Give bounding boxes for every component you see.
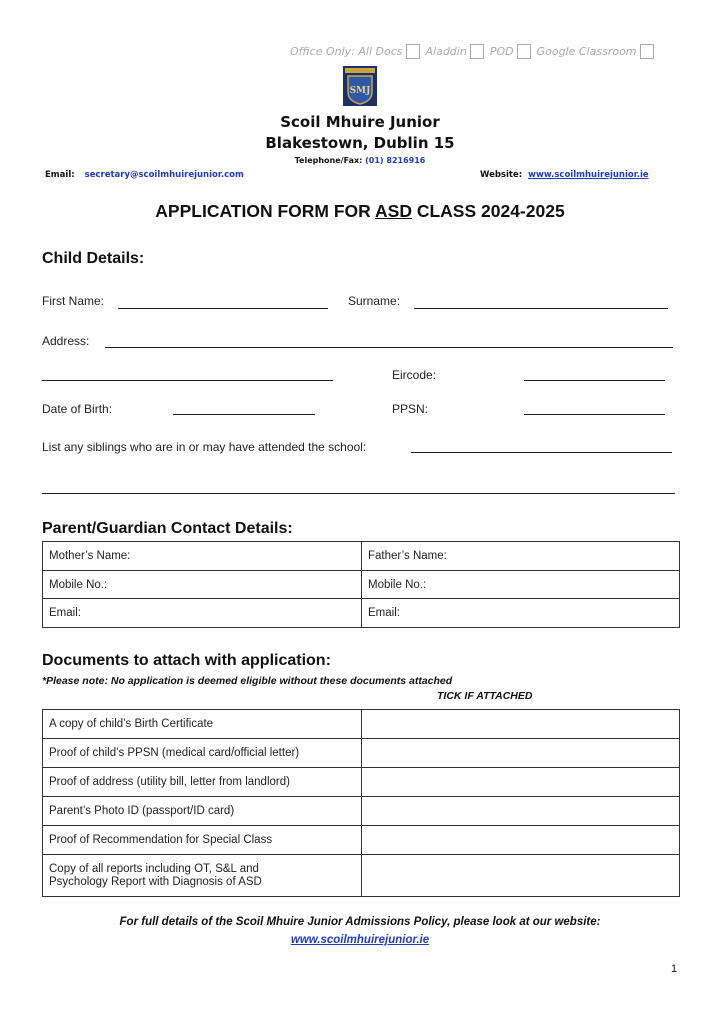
surname-field[interactable]	[414, 308, 668, 309]
eircode-field[interactable]	[524, 380, 665, 381]
office-checkbox-pod[interactable]	[517, 44, 531, 59]
tick-cell-ppsn-proof[interactable]	[362, 739, 680, 768]
parent-contact-table	[42, 541, 680, 628]
website-label: Website:	[480, 170, 523, 180]
doc-reports-line-2: Psychology Report with Diagnosis of ASD	[49, 875, 262, 888]
ppsn-label: PPSN:	[392, 402, 429, 416]
ppsn-field[interactable]	[524, 414, 665, 415]
email-label: Email:	[45, 170, 75, 180]
table-row	[43, 826, 680, 855]
footer-website-link[interactable]: www.scoilmhuirejunior.ie	[290, 934, 430, 946]
address-label: Address:	[42, 334, 90, 348]
office-only-row	[290, 44, 660, 59]
school-email-line	[45, 170, 244, 180]
school-email-value: secretary@scoilmhuirejunior.com	[84, 170, 244, 180]
svg-text:SMJ: SMJ	[349, 86, 371, 96]
mother-mobile-cell[interactable]: Mobile No.:	[43, 571, 362, 599]
table-row	[43, 739, 680, 768]
table-row	[43, 571, 680, 599]
table-row	[43, 855, 680, 897]
table-row	[43, 542, 680, 571]
siblings-label: List any siblings who are in or may have attended the school:	[42, 440, 367, 454]
form-title: APPLICATION FORM FOR ASD CLASS 2024-2025	[155, 201, 565, 221]
telephone-line	[0, 156, 720, 165]
office-only-label: Office Only:	[290, 45, 355, 58]
doc-parent-photo-id: Parent’s Photo ID (passport/ID card)	[43, 797, 362, 826]
doc-birth-certificate: A copy of child’s Birth Certificate	[43, 710, 362, 739]
siblings-field-line-1[interactable]	[411, 452, 672, 453]
footer-text: For full details of the Scoil Mhuire Junior Admissions Policy, please look at our website:	[119, 916, 601, 928]
school-website-line	[480, 170, 649, 180]
telephone-value: (01) 8216916	[365, 156, 426, 165]
office-checkbox-google-classroom[interactable]	[640, 44, 654, 59]
tick-cell-address-proof[interactable]	[362, 768, 680, 797]
dob-field[interactable]	[173, 414, 315, 415]
documents-table	[42, 709, 680, 897]
page-number: 1	[671, 963, 678, 975]
father-name-cell[interactable]: Father’s Name:	[362, 542, 680, 571]
table-row	[43, 710, 680, 739]
doc-reports	[43, 855, 362, 897]
tick-if-attached-header: TICK IF ATTACHED	[437, 690, 533, 702]
school-name: Scoil Mhuire Junior	[280, 113, 440, 131]
father-email-cell[interactable]: Email:	[362, 599, 680, 628]
address-field-line-1[interactable]	[105, 347, 673, 348]
mother-name-cell[interactable]: Mother’s Name:	[43, 542, 362, 571]
address-field-line-2[interactable]	[42, 380, 333, 381]
eircode-label: Eircode:	[392, 368, 437, 382]
doc-reports-line-1: Copy of all reports including OT, S&L and	[49, 862, 259, 875]
table-row	[43, 599, 680, 628]
documents-note: *Please note: No application is deemed eligible without these documents attached	[42, 675, 453, 687]
child-details-heading: Child Details:	[42, 250, 145, 267]
doc-ppsn-proof: Proof of child’s PPSN (medical card/official letter)	[43, 739, 362, 768]
mother-email-cell[interactable]: Email:	[43, 599, 362, 628]
tick-cell-birth-certificate[interactable]	[362, 710, 680, 739]
surname-label: Surname:	[348, 294, 401, 308]
doc-address-proof: Proof of address (utility bill, letter from landlord)	[43, 768, 362, 797]
office-checkbox-all-docs[interactable]	[406, 44, 420, 59]
parent-details-heading: Parent/Guardian Contact Details:	[42, 520, 293, 537]
table-row	[43, 768, 680, 797]
first-name-field[interactable]	[118, 308, 328, 309]
tick-cell-reports[interactable]	[362, 855, 680, 897]
documents-heading: Documents to attach with application:	[42, 652, 331, 669]
tick-cell-special-class-recommendation[interactable]	[362, 826, 680, 855]
table-row	[43, 797, 680, 826]
office-checkbox-aladdin[interactable]	[470, 44, 484, 59]
telephone-label: Telephone/Fax:	[294, 156, 363, 165]
office-item-aladdin: Aladdin	[425, 45, 467, 58]
school-location: Blakestown, Dublin 15	[265, 134, 455, 152]
school-website-link[interactable]: www.scoilmhuirejunior.ie	[528, 170, 649, 180]
school-crest-icon	[343, 66, 377, 106]
office-item-google-classroom: Google Classroom	[536, 45, 637, 58]
title-asd: ASD	[375, 201, 412, 221]
first-name-label: First Name:	[42, 294, 105, 308]
doc-special-class-recommendation: Proof of Recommendation for Special Class	[43, 826, 362, 855]
office-item-pod: POD	[489, 45, 514, 58]
father-mobile-cell[interactable]: Mobile No.:	[362, 571, 680, 599]
dob-label: Date of Birth:	[42, 402, 113, 416]
siblings-field-line-2[interactable]	[42, 493, 675, 494]
office-item-all-docs: All Docs	[358, 45, 403, 58]
tick-cell-parent-photo-id[interactable]	[362, 797, 680, 826]
